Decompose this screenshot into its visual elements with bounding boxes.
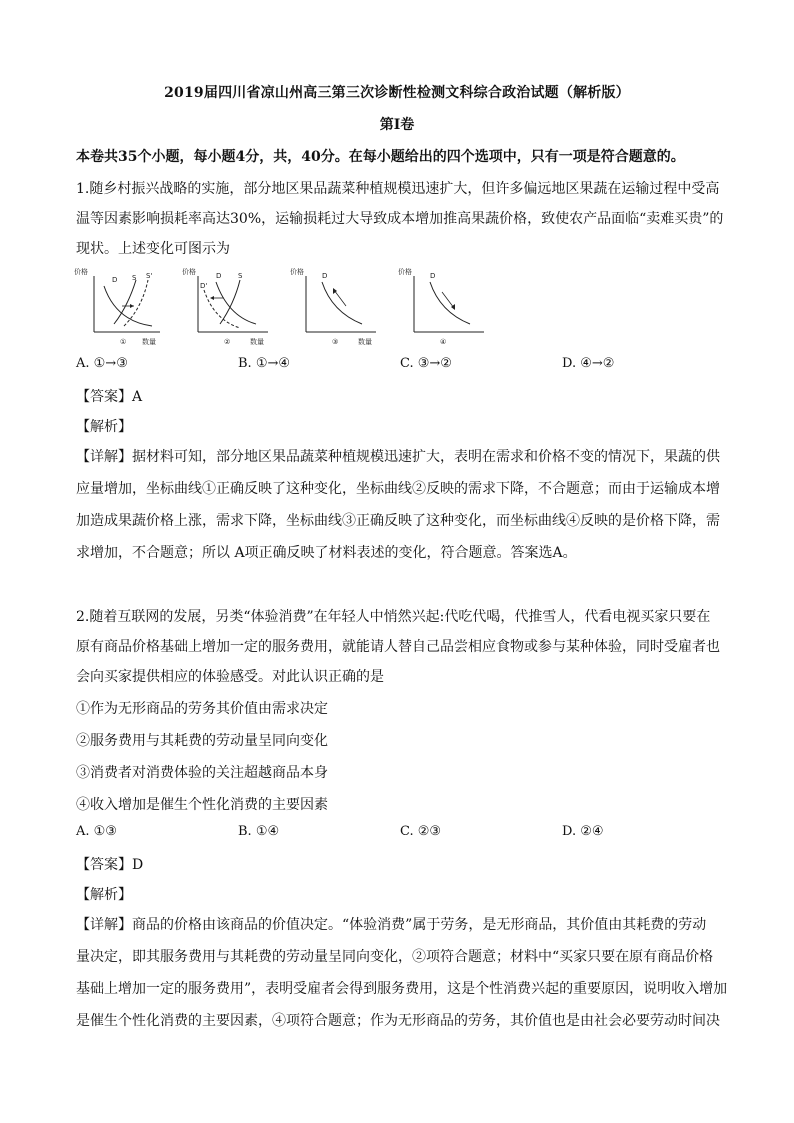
q2-stem-line: 2.随着互联网的发展，另类“体验消费”在年轻人中悄然兴起:代吃代喝，代推雪人，代看电视买家只要在	[76, 609, 711, 625]
graph-2-label: S	[238, 272, 243, 280]
q2-option-d[interactable]: D. ②④	[562, 824, 604, 839]
graph-2-number: ②	[224, 338, 231, 346]
q2-stem-line: 原有商品价格基础上增加一定的服务费用，就能请人替自己品尝相应食物或参与某种体验，同时受雇者也	[76, 639, 720, 655]
graph-1-label: D	[112, 276, 118, 284]
q1-stem-line: 温等因素影响损耗率高达30%，运输损耗过大导致成本增加推高果蔬价格，致使农产品面临“卖难买贵”的	[76, 211, 724, 227]
section-intro: 本卷共35个小题，每小题4分，共，40分。在每小题给出的四个选项中，只有一项是符合题意的。	[76, 149, 685, 165]
q1-detail-line: 应量增加，坐标曲线①正确反映了这种变化，坐标曲线②反映的需求下降，不合题意；而由于运输成本增	[76, 481, 720, 497]
graph-2-svg	[184, 266, 268, 350]
q2-analysis-label: 【解析】	[76, 887, 132, 903]
graph-4-label: D	[430, 272, 436, 280]
graph-1-ylabel: 价格	[74, 268, 88, 276]
graph-1-svg	[76, 266, 160, 350]
graph-4	[400, 266, 484, 350]
graph-1	[76, 266, 160, 350]
q2-option-a[interactable]: A. ①③	[76, 824, 117, 839]
q2-item: ①作为无形商品的劳务其价值由需求决定	[76, 701, 328, 717]
q1-graphs	[76, 266, 476, 350]
graph-4-ylabel: 价格	[398, 268, 412, 276]
q2-detail-line: 基础上增加一定的服务费用”，表明受雇者会得到服务费用，这是个性消费兴起的重要原因，说明收入增加	[76, 981, 728, 997]
q2-item: ④收入增加是催生个性化消费的主要因素	[76, 797, 328, 813]
q1-analysis-label: 【解析】	[76, 419, 132, 435]
graph-3	[292, 266, 376, 350]
document-title: 2019届四川省凉山州高三第三次诊断性检测文科综合政治试题（解析版）	[164, 85, 630, 101]
graph-1-label: S	[132, 274, 137, 282]
q2-option-c[interactable]: C. ②③	[400, 824, 442, 839]
graph-1-label: S'	[146, 272, 153, 280]
q2-option-b[interactable]: B. ①④	[238, 824, 280, 839]
q2-detail-line: 【详解】商品的价格由该商品的价值决定。“体验消费”属于劳务，是无形商品，其价值由其耗费的劳动	[76, 917, 707, 933]
q2-item: ②服务费用与其耗费的劳动量呈同向变化	[76, 733, 328, 749]
section-heading: 第Ⅰ卷	[379, 117, 415, 133]
q2-item: ③消费者对消费体验的关注超越商品本身	[76, 765, 328, 781]
q1-option-c[interactable]: C. ③→②	[400, 356, 452, 371]
graph-3-svg	[292, 266, 376, 350]
graph-4-number: ④	[440, 338, 447, 346]
graph-3-label: D	[322, 272, 328, 280]
q1-option-b[interactable]: B. ①→④	[238, 356, 291, 371]
graph-3-number: ③	[332, 338, 339, 346]
graph-4-svg	[400, 266, 484, 350]
graph-2-label: D'	[200, 282, 208, 290]
graph-2-ylabel: 价格	[182, 268, 196, 276]
q2-answer: 【答案】D	[76, 857, 144, 873]
q1-detail-line: 【详解】据材料可知，部分地区果品蔬菜种植规模迅速扩大，表明在需求和价格不变的情况下，果蔬的供	[76, 449, 720, 465]
graph-3-ylabel: 价格	[290, 268, 304, 276]
q1-stem-line: 现状。上述变化可图示为	[76, 241, 230, 257]
q1-answer: 【答案】A	[76, 389, 143, 405]
q1-stem-line: 1.随乡村振兴战略的实施，部分地区果品蔬菜种植规模迅速扩大，但许多偏远地区果蔬在运输过程中受高	[76, 181, 720, 197]
q1-detail-line: 加造成果蔬价格上涨，需求下降，坐标曲线③正确反映了这种变化，而坐标曲线④反映的是价格下降，需	[76, 513, 720, 529]
q2-detail-line: 是催生个性化消费的主要因素，④项符合题意；作为无形商品的劳务，其价值也是由社会必要劳动时间决	[76, 1013, 720, 1029]
graph-2-xlabel: 数量	[250, 338, 264, 346]
graph-3-xlabel: 数量	[358, 338, 372, 346]
q2-stem-line: 会向买家提供相应的体验感受。对此认识正确的是	[76, 669, 384, 685]
graph-1-number: ①	[120, 338, 127, 346]
graph-2-label: D	[216, 272, 222, 280]
graph-1-xlabel: 数量	[142, 338, 156, 346]
q2-options	[76, 824, 726, 842]
q1-option-a[interactable]: A. ①→③	[76, 356, 128, 371]
q1-detail-line: 求增加，不合题意；所以 A项正确反映了材料表述的变化，符合题意。答案选A。	[76, 545, 577, 561]
q2-detail-line: 量决定，即其服务费用与其耗费的劳动量呈同向变化，②项符合题意；材料中“买家只要在原有商品价格	[76, 949, 714, 965]
q1-options	[76, 356, 726, 374]
graph-2	[184, 266, 268, 350]
q1-option-d[interactable]: D. ④→②	[562, 356, 615, 371]
